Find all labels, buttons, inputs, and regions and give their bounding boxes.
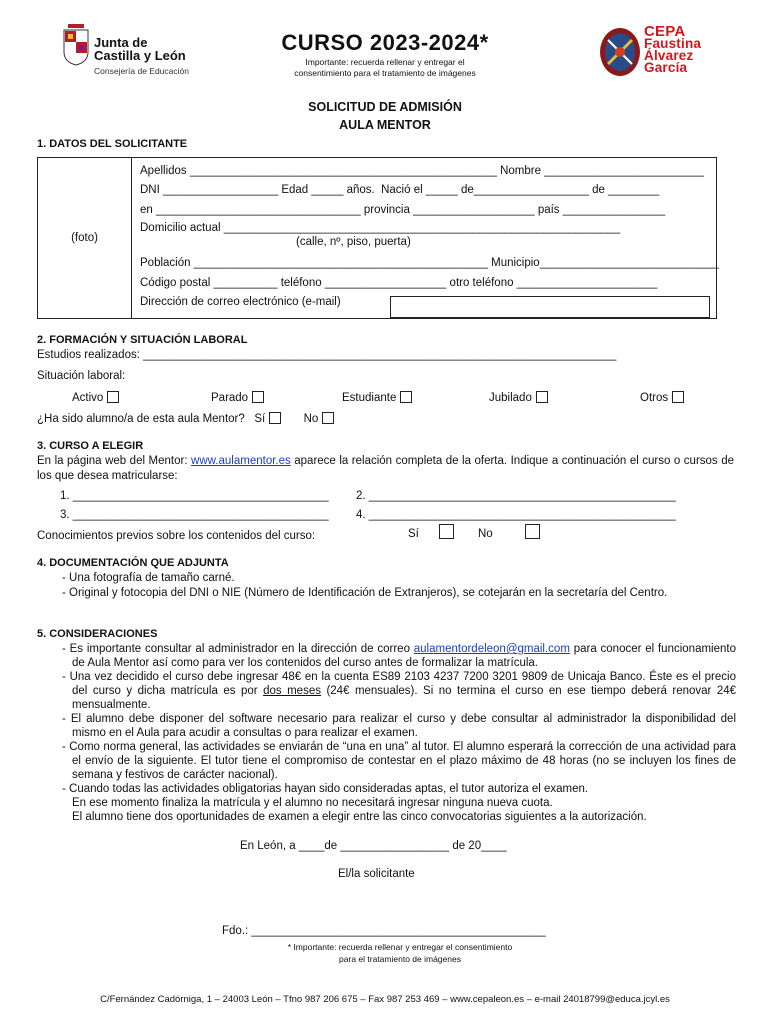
- place-date-line[interactable]: En León, a ____de _________________ de 20____: [240, 840, 507, 852]
- prior-si-checkbox[interactable]: [439, 524, 454, 539]
- option-otros[interactable]: [640, 391, 684, 404]
- consideration-1-text-a: - Es importante consultar al administrador en la dirección de correo: [62, 643, 410, 655]
- prior-knowledge-no[interactable]: [478, 524, 540, 540]
- prior-no-checkbox[interactable]: [525, 524, 540, 539]
- jcyl-name-line1: Junta de: [94, 35, 148, 50]
- cepa-emblem-icon: [598, 26, 642, 78]
- municipio-label: Municipio: [491, 257, 540, 269]
- otros-label: Otros: [640, 392, 669, 404]
- section-4-heading: 4. DOCUMENTACIÓN QUE ADJUNTA: [37, 557, 229, 569]
- en-label: en: [140, 204, 153, 216]
- option-activo[interactable]: [72, 391, 119, 404]
- header-note-line2: consentimiento para el tratamiento de imágenes: [294, 68, 476, 78]
- domicilio-hint: (calle, nº, piso, puerta): [296, 236, 411, 248]
- course-1-field[interactable]: 1. ________________________________________: [60, 490, 329, 502]
- parado-label: Parado: [211, 392, 249, 404]
- cepa-name: [644, 23, 702, 75]
- document-title: [240, 98, 530, 134]
- dni-label: DNI: [140, 184, 160, 196]
- section-5-heading: 5. CONSIDERACIONES: [37, 628, 158, 640]
- consideration-2-text-a: - Una vez decidido el curso debe ingresar 48€ en la cuenta ES89 2103 4237 7200 3201 9809 de Unicaja Banco. Éste es el precio del curso y dicha matrícula es por: [62, 671, 736, 697]
- cp-label: Código postal: [140, 277, 211, 289]
- birthplace-row[interactable]: en ________________________________ provincia ___________________ país ________________: [140, 204, 666, 216]
- header-note: [250, 57, 520, 79]
- jcyl-subtitle: Consejería de Educación: [94, 66, 189, 76]
- documentation-list: [60, 571, 736, 600]
- considerations-list: [60, 642, 736, 824]
- photo-divider: [131, 158, 132, 318]
- poblacion-label: Población: [140, 257, 191, 269]
- solicitante-label: El/la solicitante: [338, 868, 415, 880]
- nombre-label: Nombre: [500, 165, 541, 177]
- poblacion-row[interactable]: Población ______________________________________________ Municipio____________________________: [140, 257, 719, 269]
- consideration-item-2: [60, 670, 736, 712]
- course-intro: [37, 454, 734, 484]
- course-title: CURSO 2023-2024*: [281, 30, 489, 55]
- document-title-line2: AULA MENTOR: [339, 118, 431, 132]
- course-2-number: 2.: [356, 490, 366, 502]
- telefono-label: teléfono: [280, 277, 322, 289]
- consideration-item-3: - El alumno debe disponer del software necesario para realizar el curso y debe consultar al administrador la disponibilidad del mismo en el Aula para acudir a consultas o para realizar el examen.: [62, 713, 736, 739]
- jcyl-logo: [62, 22, 212, 82]
- jubilado-checkbox[interactable]: [536, 391, 548, 403]
- prior-si-label: Sí: [408, 528, 419, 540]
- domicilio-row[interactable]: Domicilio actual ______________________________________________________________: [140, 222, 621, 234]
- course-4-number: 4.: [356, 509, 366, 521]
- consideration-2-text-b: (24€ mensuales). Si no termina el curso en ese tiempo deberá renovar 24€ mensualmente.: [72, 685, 737, 711]
- de-label-2: de: [592, 184, 605, 196]
- otros-checkbox[interactable]: [672, 391, 684, 403]
- previous-student-row: [37, 412, 334, 425]
- course-intro-text-b: aparece la relación completa de la oferta. Indique a continuación el curso o cursos de los que desea matricularse:: [37, 455, 734, 482]
- estudios-label: Estudios realizados:: [37, 349, 140, 361]
- pais-label: país: [537, 204, 560, 216]
- documentation-item-photo: - Una fotografía de tamaño carné.: [62, 572, 235, 584]
- consideration-2-underlined: dos meses: [263, 685, 321, 697]
- section-3-heading: 3. CURSO A ELEGIR: [37, 440, 144, 452]
- apellidos-row[interactable]: Apellidos ________________________________________________ Nombre _________________________: [140, 165, 705, 177]
- course-1-number: 1.: [60, 490, 70, 502]
- consideration-1-text-b: para conocer el funcionamiento de Aula Mentor así como para ver los contenidos del curso antes de formalizar la matrícula.: [72, 643, 736, 669]
- signature-note-line1: * Importante: recuerda rellenar y entregar el consentimiento: [287, 942, 513, 952]
- jcyl-name-line2: Castilla y León: [94, 48, 186, 63]
- cepa-logo: [598, 23, 728, 86]
- edad-label: Edad: [281, 184, 309, 196]
- jcyl-shield-icon: [62, 22, 90, 66]
- activo-label: Activo: [72, 392, 104, 404]
- course-3-field[interactable]: 3. ________________________________________: [60, 509, 329, 521]
- cepa-line4: García: [644, 60, 688, 75]
- course-4-field[interactable]: 4. ________________________________________________: [356, 509, 676, 521]
- si-label: Sí: [254, 413, 266, 425]
- document-title-line1: SOLICITUD DE ADMISIÓN: [308, 100, 462, 114]
- consideration-item-6: En ese momento finaliza la matrícula y el alumno no necesitará ingresar ninguna nueva cuota.: [72, 797, 553, 809]
- option-jubilado[interactable]: [489, 391, 548, 404]
- parado-checkbox[interactable]: [252, 391, 264, 403]
- prior-knowledge-label: Conocimientos previos sobre los contenidos del curso:: [37, 530, 316, 542]
- email-field[interactable]: [390, 296, 710, 318]
- page-footer: C/Fernández Cadórniga, 1 – 24003 León – Tfno 987 206 675 – Fax 987 253 469 – www.cepaleon.es – e-mail 24018799@educa.jcyl.es: [100, 994, 670, 1005]
- fdo-label: Fdo.:: [222, 925, 249, 937]
- situacion-label: Situación laboral:: [37, 370, 126, 382]
- cepa-line2: Faustina: [644, 36, 702, 51]
- course-intro-text-a: En la página web del Mentor:: [37, 455, 188, 467]
- no-label: No: [303, 413, 319, 425]
- signature-note-line2: para el tratamiento de imágenes: [339, 954, 461, 964]
- prior-no-label: No: [478, 528, 493, 540]
- apellidos-label: Apellidos: [140, 165, 187, 177]
- documentation-item-dni: - Original y fotocopia del DNI o NIE (Número de Identificación de Extranjeros), se cotejarán en la secretaría del Centro.: [62, 586, 668, 599]
- domicilio-label: Domicilio actual: [140, 222, 221, 234]
- otro-telefono-label: otro teléfono: [449, 277, 514, 289]
- photo-placeholder: (foto): [71, 232, 98, 244]
- header-note-line1: Importante: recuerda rellenar y entregar el: [305, 57, 465, 67]
- option-parado[interactable]: [211, 391, 264, 404]
- signature-note: [250, 941, 550, 965]
- estudiante-checkbox[interactable]: [400, 391, 412, 403]
- prior-knowledge-si[interactable]: [408, 524, 454, 540]
- nacio-label: Nació el: [381, 184, 423, 196]
- estudios-row[interactable]: Estudios realizados: __________________________________________________________________________: [37, 349, 617, 361]
- course-3-number: 3.: [60, 509, 70, 521]
- consideration-item-1: [60, 642, 736, 670]
- cepa-line1: CEPA: [644, 23, 686, 40]
- cepa-line3: Álvarez: [644, 48, 694, 63]
- consideration-item-7: El alumno tiene dos oportunidades de examen a elegir entre las cinco convocatorias siguientes a la autorización.: [72, 811, 647, 823]
- aulamentor-link[interactable]: www.aulamentor.es: [191, 455, 291, 467]
- consideration-item-4: - Como norma general, las actividades se enviarán de “una en una” al tutor. El alumno esperará la corrección de una actividad para el envío de la siguiente. El tutor tiene el compromiso de contestar en el plazo máximo de 48 horas (no se incluyen los fines de semana y festivos de carácter nacional).: [62, 741, 736, 781]
- estudiante-label: Estudiante: [342, 392, 397, 404]
- section-1-heading: 1. DATOS DEL SOLICITANTE: [37, 138, 188, 150]
- activo-checkbox[interactable]: [107, 391, 119, 403]
- dni-row[interactable]: DNI __________________ Edad _____ años. Nació el _____ de__________________ de ________: [140, 184, 660, 196]
- email-label: Dirección de correo electrónico (e-mail): [140, 296, 341, 308]
- previous-student-question: ¿Ha sido alumno/a de esta aula Mentor?: [37, 413, 245, 425]
- previous-student-no-checkbox[interactable]: [322, 412, 334, 424]
- jubilado-label: Jubilado: [489, 392, 532, 404]
- consideration-item-5: - Cuando todas las actividades obligatorias hayan sido consideradas aptas, el tutor autoriza el examen.: [62, 783, 589, 795]
- course-2-field[interactable]: 2. ________________________________________________: [356, 490, 676, 502]
- section-2-heading: 2. FORMACIÓN Y SITUACIÓN LABORAL: [37, 334, 248, 346]
- anos-label: años.: [346, 184, 375, 196]
- contact-row[interactable]: Código postal __________ teléfono ___________________ otro teléfono ______________________: [140, 277, 658, 289]
- de-label: de: [461, 184, 474, 196]
- signature-field[interactable]: Fdo.: ______________________________________________: [222, 925, 546, 937]
- provincia-label: provincia: [363, 204, 410, 216]
- previous-student-si-checkbox[interactable]: [269, 412, 281, 424]
- admin-email-link[interactable]: aulamentordeleon@gmail.com: [413, 643, 570, 655]
- option-estudiante[interactable]: [342, 391, 412, 404]
